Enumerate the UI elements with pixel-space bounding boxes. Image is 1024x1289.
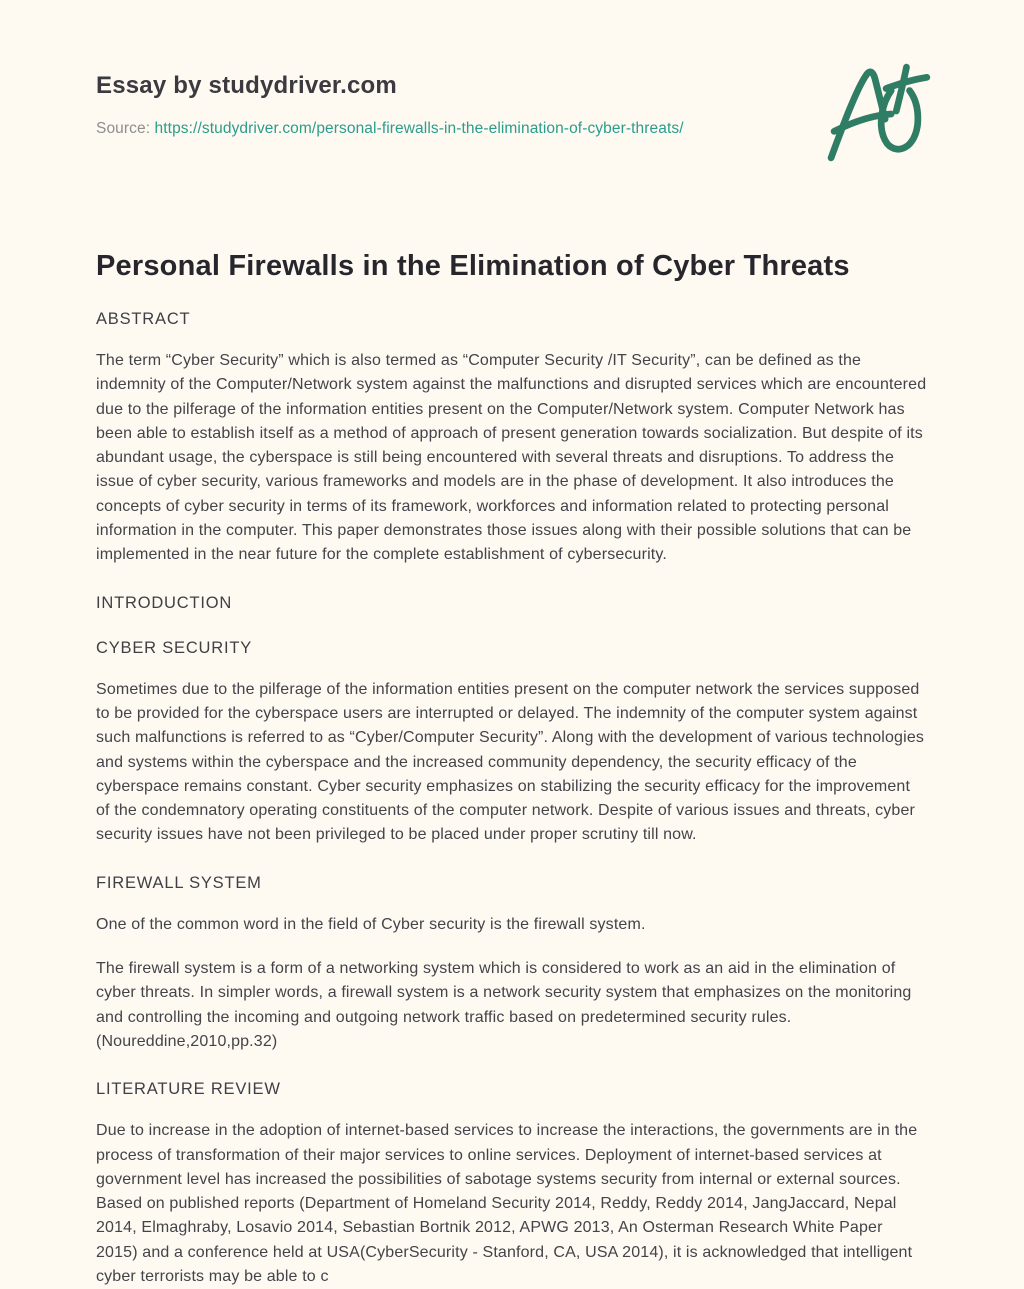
section-heading-firewall-system: FIREWALL SYSTEM	[96, 873, 262, 892]
paragraph: The term “Cyber Security” which is also termed as “Computer Security /IT Security”, can be defined as the indemnity of the Computer/Network system against the malfunctions and disrupted services which are encountered due to the pilferage of the information entities present on the Computer/Network system. Computer Network has been able to establish itself as a method of approach of present generation towards socialization. But despite of its abundant usage, the cyberspace is still being encountered with several threats and disruptions. To address the issue of cyber security, various frameworks and models are in the phase of development. It also introduces the concepts of cyber security in terms of its framework, workforces and information related to protecting personal information in the computer. This paper demonstrates those issues along with their possible solutions that can be implemented in the near future for the complete establishment of cybersecurity.	[96, 352, 927, 564]
source-link[interactable]: https://studydriver.com/personal-firewalls-in-the-elimination-of-cyber-threats/	[154, 120, 684, 137]
section-heading-introduction: INTRODUCTION	[96, 593, 233, 612]
source-label: Source:	[96, 120, 151, 137]
paragraph: The firewall system is a form of a networking system which is considered to work as an aid in the elimination of cyber threats. In simpler words, a firewall system is a network security system that emphasizes on the monitoring and controlling the incoming and outgoing network traffic based on predetermined security rules. (Noureddine,2010,pp.32)	[96, 960, 912, 1050]
section-introduction	[96, 594, 928, 613]
essay-title: Personal Firewalls in the Elimination of Cyber Threats	[96, 250, 850, 282]
section-heading-literature-review: LITERATURE REVIEW	[96, 1080, 281, 1099]
section-heading-abstract: ABSTRACT	[96, 310, 191, 328]
paragraph: Sometimes due to the pilferage of the information entities present on the computer network the services supposed to be provided for the cyberspace users are interrupted or delayed. The indemnity of the computer system against such malfunctions is referred to as “Cyber/Computer Security”. Along with the development of various technologies and systems within the cyberspace and the increased community dependency, the security efficacy of the cyberspace remains constant. Cyber security emphasizes on stabilizing the security efficacy for the improvement of the condemnatory operating constituents of the computer network. Despite of various issues and threats, cyber security issues have not been privileged to be placed under proper scrutiny till now.	[96, 680, 925, 844]
source-line	[96, 120, 928, 138]
section-heading-cyber-security: CYBER SECURITY	[96, 638, 253, 657]
essay-body	[96, 248, 928, 1289]
section-literature-review	[96, 1080, 928, 1289]
paragraph: Due to increase in the adoption of internet-based services to increase the interactions, the governments are in the process of transformation of their major services to online services. Deployment of internet-based services at government level has increased the possibilities of sabotage systems security from internal or external sources. Based on published reports (Department of Homeland Security 2014, Reddy, Reddy 2014, JangJaccard, Nepal 2014, Elmaghraby, Losavio 2014, Sebastian Bortnik 2012, APWG 2013, An Osterman Research White Paper 2015) and a conference held at USA(CyberSecurity - Stanford, CA, USA 2014), it is acknowledged that intelligent cyber terrorists may be able to c	[96, 1122, 918, 1286]
section-firewall-system	[96, 874, 928, 1054]
a-plus-logo-icon	[828, 60, 934, 166]
aplus-logo	[828, 60, 934, 166]
section-abstract	[96, 310, 928, 568]
paragraph: One of the common word in the field of Cyber security is the firewall system.	[96, 915, 646, 933]
section-cyber-security	[96, 639, 928, 848]
site-header-title: Essay by studydriver.com	[96, 72, 397, 99]
page-header	[96, 0, 928, 138]
